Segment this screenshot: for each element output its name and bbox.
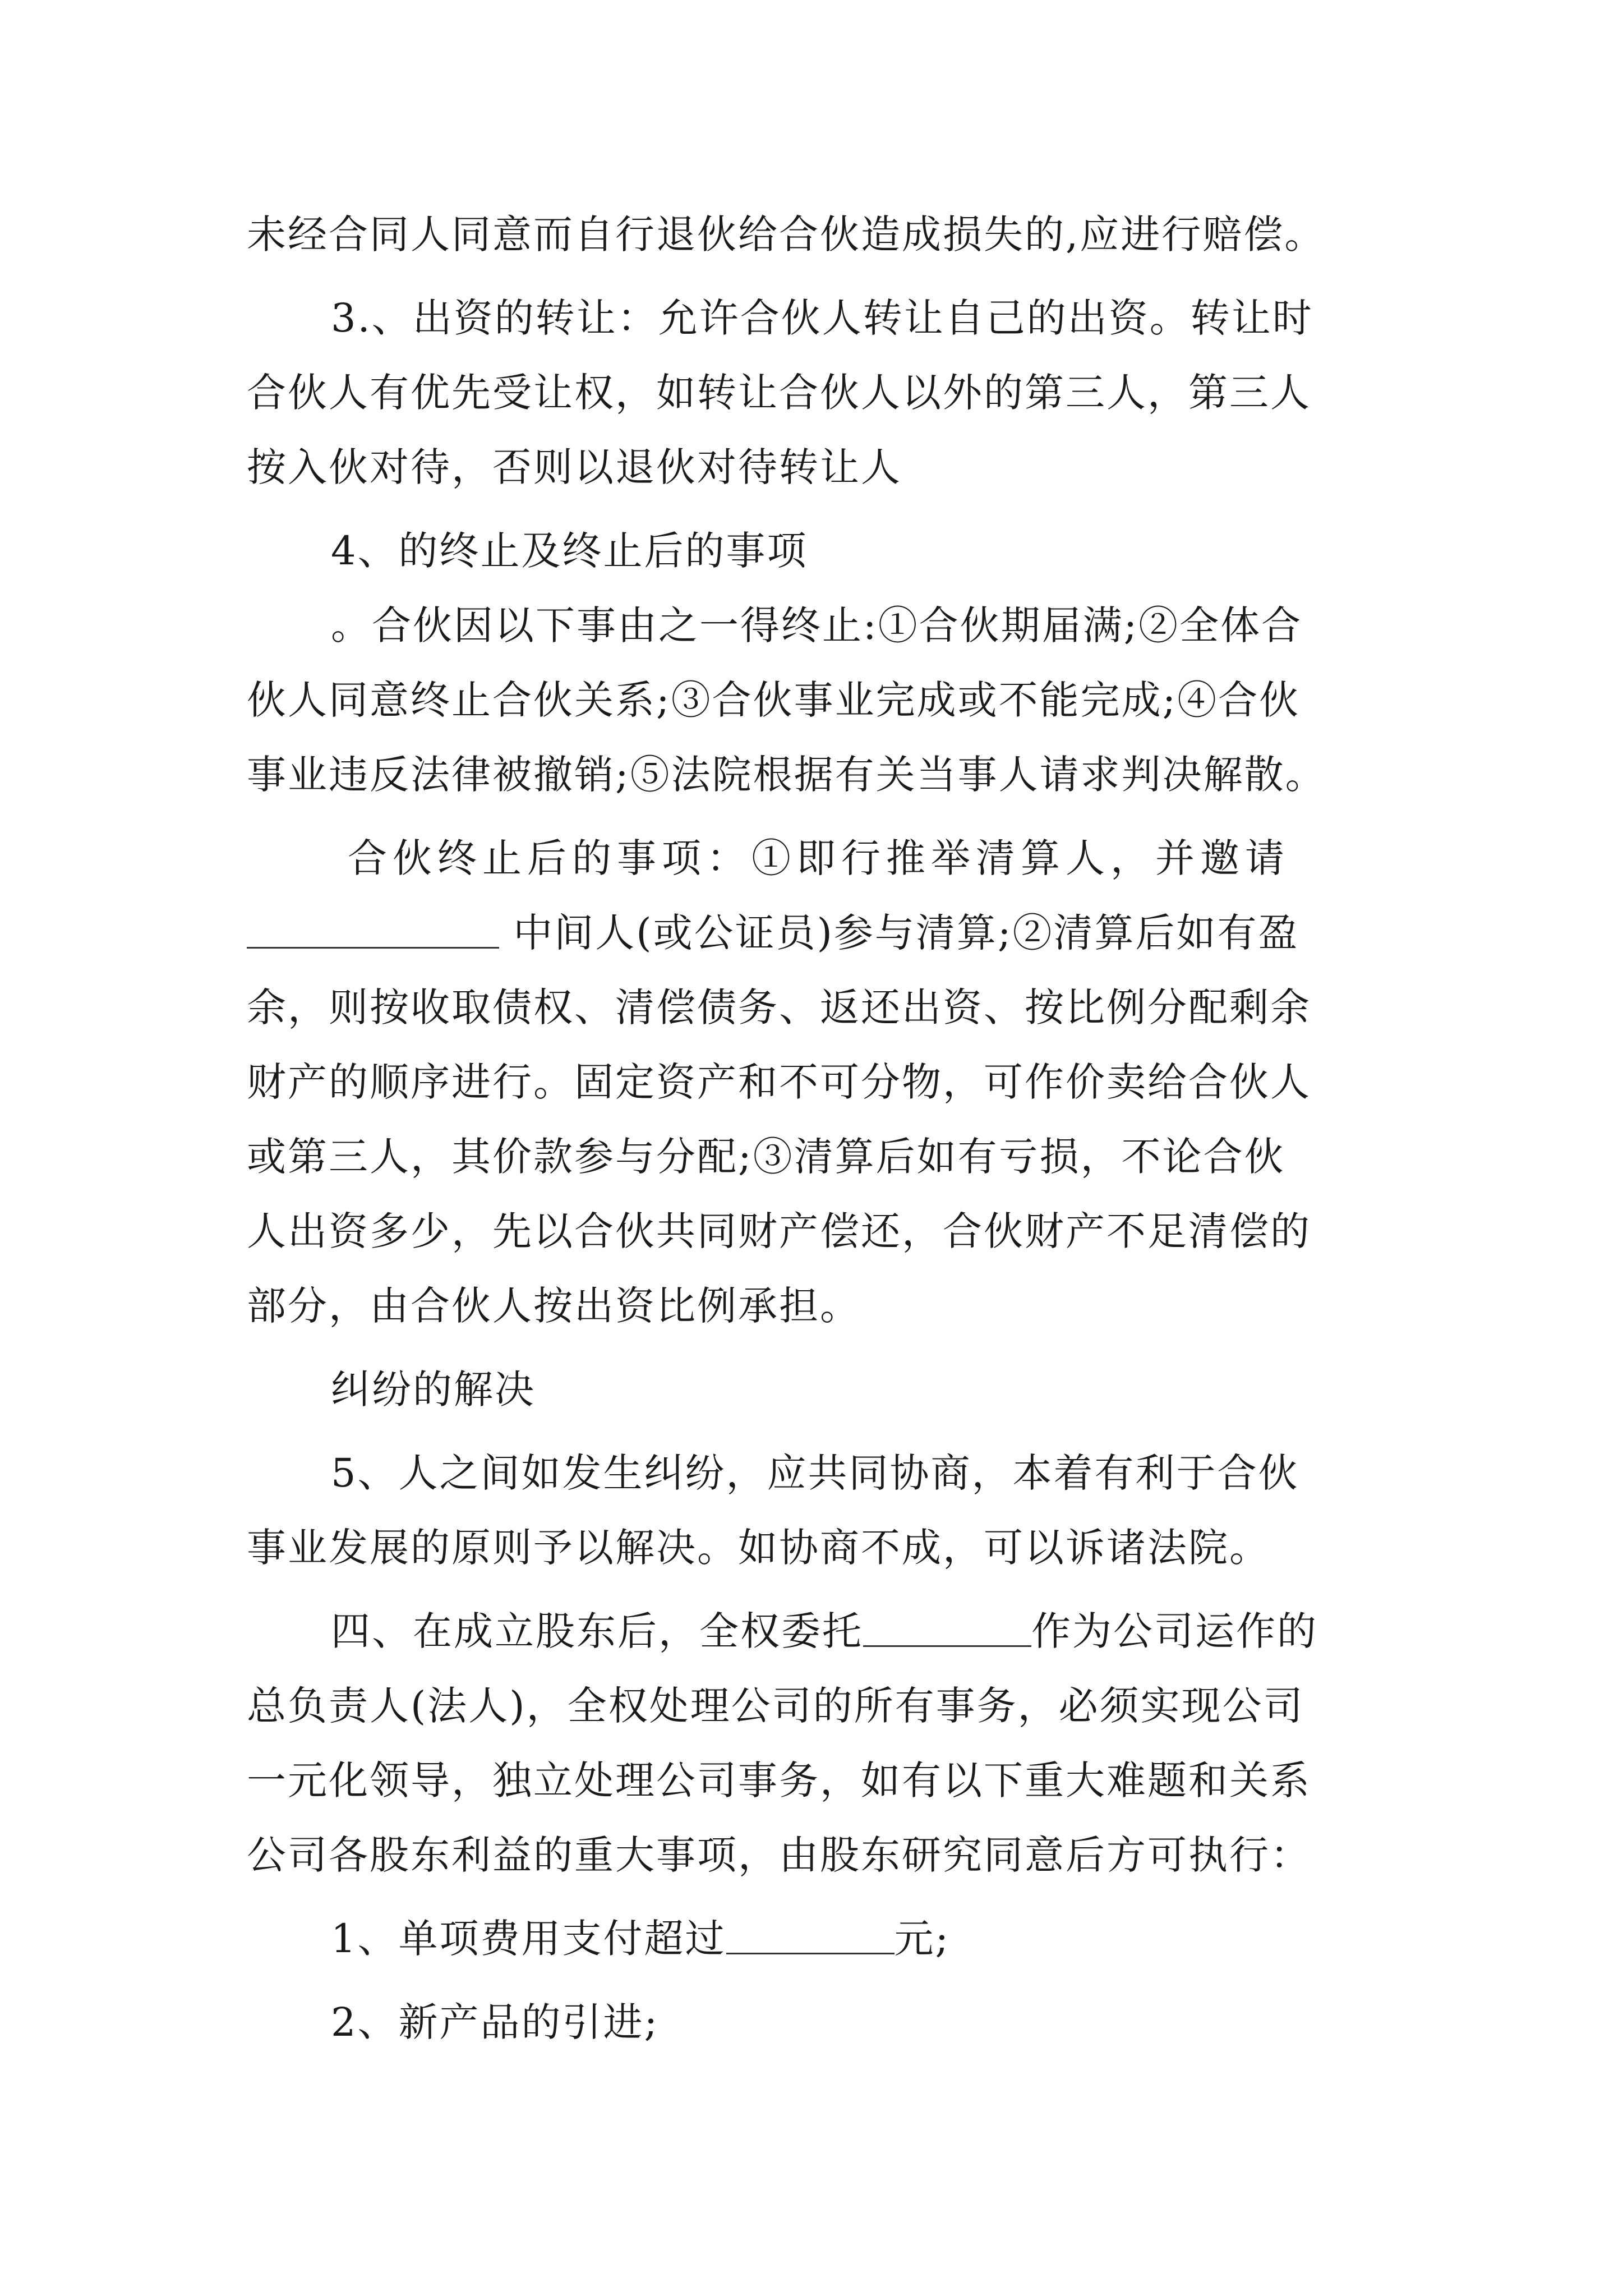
fill-in-blank bbox=[726, 1913, 895, 1954]
text-line bbox=[247, 895, 1299, 970]
text-segment: 作为公司运作的 bbox=[1031, 1608, 1318, 1654]
text-segment: 四、在成立股东后，全权委托 bbox=[331, 1608, 863, 1654]
text-line: 部分，由合伙人按出资比例承担。 bbox=[247, 1283, 861, 1329]
text-line: 4、的终止及终止后的事项 bbox=[331, 528, 808, 574]
text-line: 一元化领导，独立处理公司事务，如有以下重大难题和关系 bbox=[247, 1757, 1311, 1803]
text-line bbox=[331, 1594, 1318, 1669]
text-segment: 中间人(或公证员)参与清算;②清算后如有盈 bbox=[513, 910, 1299, 956]
text-line: 未经合同人同意而自行退伙给合伙造成损失的,应进行赔偿。 bbox=[247, 211, 1326, 257]
text-line: 伙人同意终止合伙关系;③合伙事业完成或不能完成;④合伙 bbox=[247, 677, 1301, 723]
text-line: 或第三人，其价款参与分配;③清算后如有亏损，不论合伙 bbox=[247, 1134, 1285, 1180]
fill-in-blank bbox=[863, 1606, 1031, 1647]
fill-in-blank bbox=[247, 908, 499, 949]
text-line: 合伙人有优先受让权，如转让合伙人以外的第三人，第三人 bbox=[247, 370, 1311, 416]
text-line: 3.、出资的转让：允许合伙人转让自己的出资。转让时 bbox=[331, 295, 1313, 341]
text-line: 总负责人(法人)，全权处理公司的所有事务，必须实现公司 bbox=[247, 1683, 1304, 1729]
text-line: 纠纷的解决 bbox=[331, 1366, 536, 1412]
text-line: 事业发展的原则予以解决。如协商不成，可以诉诸法院。 bbox=[247, 1525, 1270, 1571]
text-segment: 元; bbox=[894, 1916, 951, 1962]
text-line: 财产的顺序进行。固定资产和不可分物，可作价卖给合伙人 bbox=[247, 1059, 1311, 1105]
text-line bbox=[331, 1901, 950, 1976]
text-line: 公司各股东利益的重大事项，由股东研究同意后方可执行： bbox=[247, 1832, 1311, 1878]
text-line: 人出资多少，先以合伙共同财产偿还，合伙财产不足清偿的 bbox=[247, 1208, 1311, 1254]
text-line: 5、人之间如发生纠纷，应共同协商，本着有利于合伙 bbox=[331, 1450, 1299, 1496]
text-line: 。合伙因以下事由之一得终止:①合伙期届满;②全体合 bbox=[331, 602, 1303, 648]
text-line: 余，则按收取债权、清偿债务、返还出资、按比例分配剩余 bbox=[247, 984, 1311, 1030]
text-segment: 1、单项费用支付超过 bbox=[331, 1916, 726, 1962]
text-line: 事业违反法律被撤销;⑤法院根据有关当事人请求判决解散。 bbox=[247, 752, 1326, 798]
text-line: 2、新产品的引进; bbox=[331, 1999, 660, 2045]
text-line: 合伙终止后的事项：①即行推举清算人，并邀请 bbox=[348, 835, 1290, 881]
text-line: 按入伙对待，否则以退伙对待转让人 bbox=[247, 444, 902, 490]
